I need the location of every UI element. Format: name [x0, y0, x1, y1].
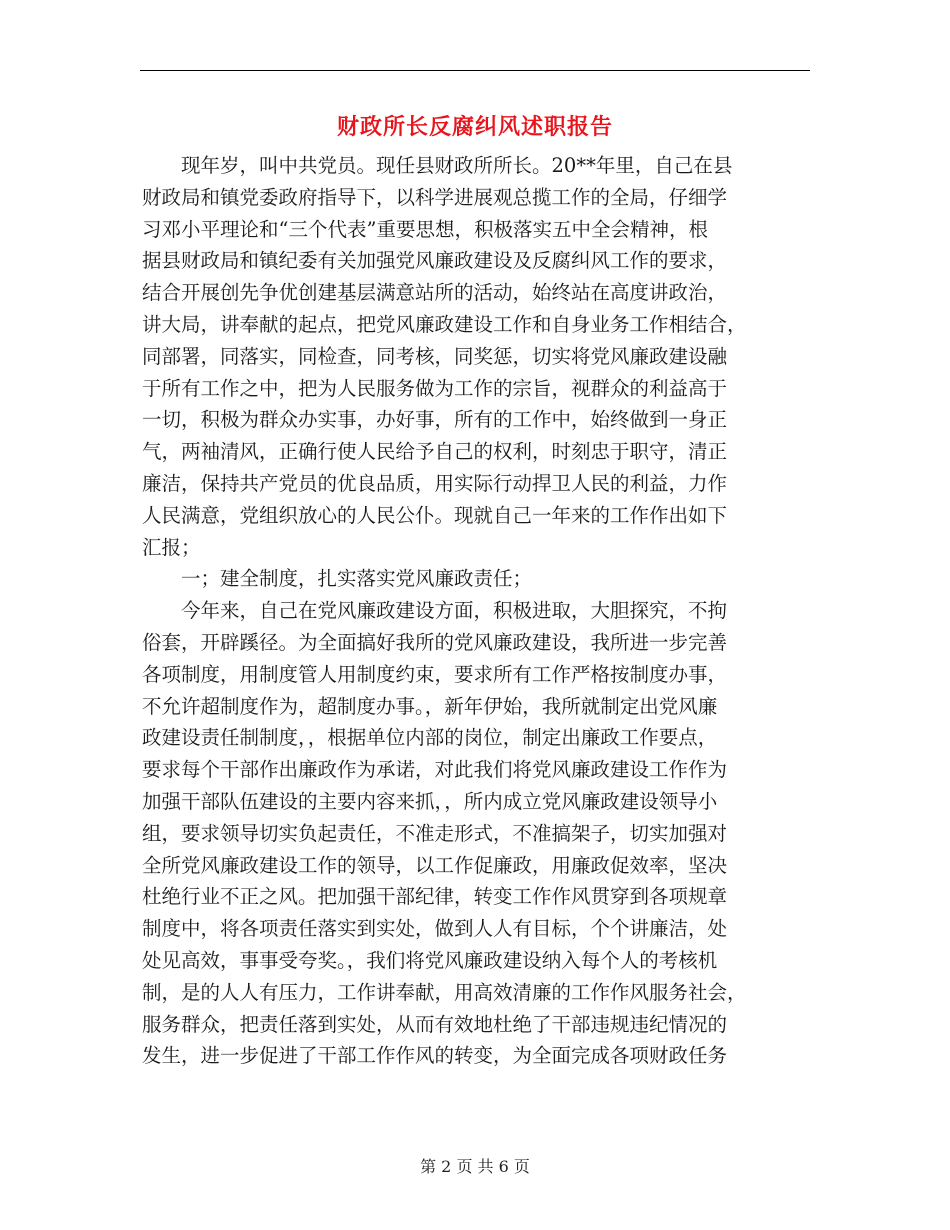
body-line: 财政局和镇党委政府指导下，以科学进展观总揽工作的全局，仔细学: [142, 185, 728, 209]
body-line: 现年岁，叫中共党员。现任县财政所所长。20**年里，自己在县: [142, 154, 733, 177]
body-line: 发生，进一步促进了干部工作作风的转变，为全面完成各项财政任务: [142, 1044, 728, 1068]
section-heading: 一；建全制度，扎实落实党风廉政责任；: [142, 567, 533, 591]
body-line: 政建设责任制制度，，根据单位内部的岗位，制定出廉政工作要点，: [142, 726, 718, 750]
body-line: 于所有工作之中，把为人民服务做为工作的宗旨，视群众的利益高于: [142, 376, 728, 400]
body-line: 同部署，同落实，同检查，同考核，同奖惩，切实将党风廉政建设融: [142, 344, 728, 368]
page-footer: 第 2 页 共 6 页: [420, 1157, 530, 1176]
body-line: 处见高效，事事受夸奖。，我们将党风廉政建设纳入每个人的考核机: [142, 948, 718, 972]
body-line: 讲大局，讲奉献的起点，把党风廉政建设工作和自身业务工作相结合，: [142, 312, 747, 336]
body-line: 各项制度，用制度管人用制度约束，要求所有工作严格按制度办事，: [142, 662, 728, 686]
body-line: 不允许超制度作为，超制度办事。，新年伊始，我所就制定出党风廉: [142, 694, 718, 718]
body-line: 服务群众，把责任落到实处，从而有效地杜绝了干部违规违纪情况的: [142, 1012, 728, 1036]
body-line: 人民满意，党组织放心的人民公仆。现就自己一年来的工作作出如下: [142, 503, 728, 527]
body-line: 气，两袖清风，正确行使人民给予自己的权利，时刻忠于职守，清正: [142, 440, 728, 464]
body-line: 今年来，自己在党风廉政建设方面，积极进取，大胆探究，不拘: [142, 599, 728, 623]
body-line: 结合开展创先争优创建基层满意站所的活动，始终站在高度讲政治，: [142, 281, 728, 305]
body-line: 汇报；: [142, 535, 201, 559]
document-title: 财政所长反腐纠风述职报告: [336, 114, 613, 140]
document-body: [142, 150, 812, 1072]
body-line: 加强干部队伍建设的主要内容来抓，，所内成立党风廉政建设领导小: [142, 789, 718, 813]
body-line: 组，要求领导切实负起责任，不准走形式，不准搞架子，切实加强对: [142, 821, 728, 845]
body-line: 廉洁，保持共产党员的优良品质，用实际行动捍卫人民的利益，力作: [142, 471, 728, 495]
body-line: 据县财政局和镇纪委有关加强党风廉政建设及反腐纠风工作的要求，: [142, 249, 728, 273]
body-line: 全所党风廉政建设工作的领导，以工作促廉政，用廉政促效率，坚决: [142, 853, 728, 877]
body-line: 要求每个干部作出廉政作为承诺，对此我们将党风廉政建设工作作为: [142, 758, 728, 782]
body-line: 习邓小平理论和“三个代表”重要思想，积极落实五中全会精神，根: [142, 217, 708, 241]
header-rule: [140, 70, 810, 71]
body-line: 制，是的人人有压力，工作讲奉献，用高效清廉的工作作风服务社会，: [142, 980, 747, 1004]
body-line: 一切，积极为群众办实事，办好事，所有的工作中，始终做到一身正: [142, 408, 728, 432]
body-line: 杜绝行业不正之风。把加强干部纪律，转变工作作风贯穿到各项规章: [142, 885, 728, 909]
body-line: 俗套，开辟蹊径。为全面搞好我所的党风廉政建设，我所进一步完善: [142, 630, 728, 654]
body-line: 制度中，将各项责任落实到实处，做到人人有目标，个个讲廉洁，处: [142, 917, 728, 941]
